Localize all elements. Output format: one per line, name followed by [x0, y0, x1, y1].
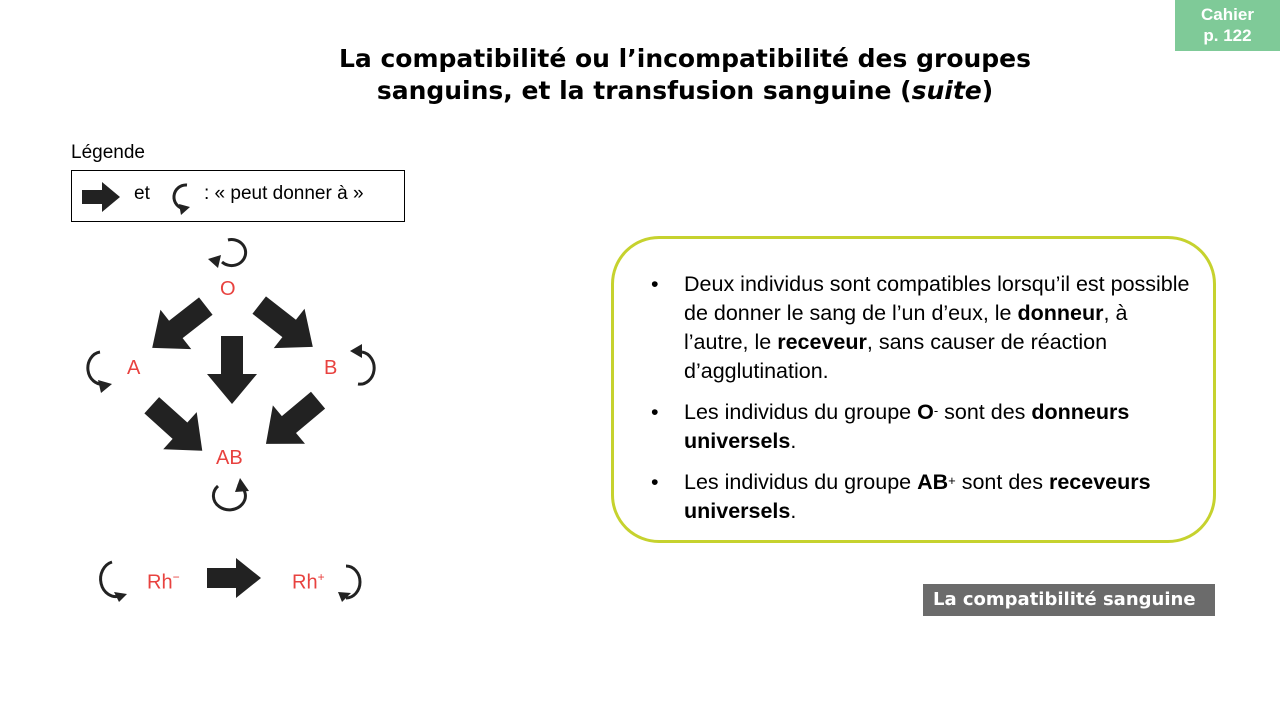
b2-bold-donneurs: donneurs universels	[684, 400, 1130, 453]
blood-group-diagram	[0, 0, 420, 620]
arrow-rh	[207, 558, 261, 598]
arrow-o-to-b	[244, 285, 328, 366]
loop-o-icon	[222, 240, 246, 266]
info-list	[651, 270, 1191, 538]
loop-a-head	[98, 380, 112, 393]
b2-text-1: Les individus du groupe	[684, 400, 918, 424]
b1-bold-donneur: donneur	[1017, 301, 1104, 325]
caption-button[interactable]: La compatibilité sanguine	[923, 584, 1215, 616]
info-bullet-1	[651, 270, 1191, 386]
b1-text-1: Deux individus sont compatibles lorsqu’il est possible de donner le sang de l’un d’eux, le	[684, 272, 1190, 325]
legend-text: : « peut donner à »	[204, 183, 364, 204]
arrow-o-to-ab	[207, 336, 257, 404]
group-a-label: A	[127, 357, 141, 379]
loop-ab-head	[235, 478, 249, 492]
group-o-label: O	[220, 278, 236, 300]
rh-plus-label: Rh+	[292, 570, 325, 594]
group-b-label: B	[324, 357, 338, 379]
b1-bold-receveur: receveur	[777, 330, 867, 354]
b2-sup: -	[933, 403, 939, 418]
title-italic: suite	[911, 76, 982, 105]
rh-minus-label: Rh−	[147, 570, 180, 594]
arrow-a-to-ab	[135, 387, 219, 470]
cahier-badge	[1175, 0, 1280, 51]
b3-bold-receveurs: receveurs universels	[684, 470, 1151, 523]
group-ab-label: AB	[216, 447, 243, 469]
arrow-b-to-ab	[250, 381, 334, 463]
cahier-page: p. 122	[1203, 26, 1252, 45]
cahier-label: Cahier	[1201, 5, 1254, 24]
title-line-2-end: )	[981, 76, 994, 105]
b2-bold-group: O	[917, 400, 934, 424]
title-line-2-main: sanguins, et la transfusion sanguine (	[376, 76, 912, 105]
info-box	[611, 236, 1216, 543]
b3-text-2: sont des	[955, 470, 1049, 494]
legend-label: Légende	[71, 142, 145, 163]
b1-text-2: , à l’autre, le	[684, 301, 1128, 354]
b3-text-3: .	[790, 499, 797, 523]
loop-o-head	[208, 255, 221, 268]
b3-sup: +	[948, 473, 956, 488]
legend-et: et	[134, 183, 150, 204]
b3-bold-group: AB	[917, 470, 949, 494]
loop-rh-minus-icon	[101, 562, 120, 597]
info-bullet-2	[651, 398, 1191, 456]
loop-a-icon	[88, 352, 104, 384]
b2-text-3: .	[790, 429, 797, 453]
loop-b-head	[350, 344, 362, 358]
info-bullet-3	[651, 468, 1191, 526]
title-line-1: La compatibilité ou l’incompatibilité des groupes	[338, 44, 1032, 73]
b3-text-1: Les individus du groupe	[684, 470, 918, 494]
arrow-o-to-a	[137, 286, 221, 367]
b1-text-3: , sans causer de réaction d’agglutination.	[684, 330, 1108, 383]
b2-text-2: sont des	[938, 400, 1032, 424]
